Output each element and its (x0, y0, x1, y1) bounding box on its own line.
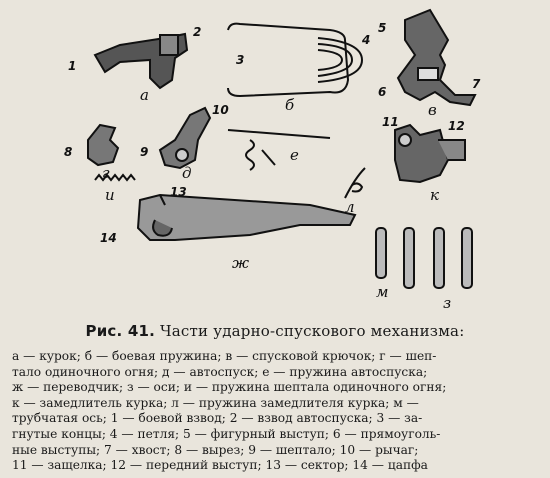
legend-line: ж — переводчик; з — оси; и — пружина шептала одиночного огня; (12, 380, 447, 395)
label-l: л (345, 198, 355, 216)
legend-line: гнутые концы; 4 — петля; 5 — фигурный выступ; 6 — прямоуголь- (12, 426, 441, 441)
number-4: 4 (362, 33, 371, 47)
sear-spring-drawing (95, 175, 135, 180)
number-14: 14 (100, 231, 117, 245)
trigger-drawing (398, 10, 475, 105)
selector-drawing (138, 195, 355, 240)
label-i: и (105, 186, 115, 204)
label-m: м (376, 283, 389, 301)
legend-line: ные выступы; 7 — хвост; 8 — вырез; 9 — шептало; 10 — рычаг; (12, 442, 419, 457)
legend-line: трубчатая ось; 1 — боевой взвод; 2 — взвод автоспуска; 3 — за- (12, 411, 423, 426)
label-d: д (182, 164, 192, 182)
legend-line: тало одиночного огня; д — автоспуск; е — пружина автоспуска; (12, 364, 428, 379)
number-2: 2 (193, 25, 202, 39)
label-g: г (102, 164, 110, 182)
number-8: 8 (64, 145, 73, 159)
label-a: а (140, 86, 149, 104)
number-7: 7 (472, 77, 481, 91)
label-e: е (290, 146, 299, 164)
figure-number: Рис. 41. (85, 322, 156, 340)
retarder-spring-drawing (345, 168, 365, 198)
hammer-drawing (95, 34, 187, 88)
label-zh: ж (232, 254, 250, 272)
number-10: 10 (212, 103, 229, 117)
hammer-retarder-drawing (395, 125, 465, 182)
number-3: 3 (236, 53, 245, 67)
number-1: 1 (68, 59, 77, 73)
legend-line: 11 — защелка; 12 — передний выступ; 13 — сектор; 14 — цапфа (12, 458, 428, 473)
label-v: в (428, 101, 437, 119)
label-z: з (443, 294, 452, 312)
auto-release-spring-drawing (228, 130, 330, 170)
figure-title: Части ударно-спускового механизма: (160, 322, 465, 340)
figure-legend (12, 349, 540, 474)
number-6: 6 (378, 85, 387, 99)
sear-drawing (88, 125, 118, 165)
label-k: к (430, 186, 439, 204)
number-11: 11 (382, 115, 399, 129)
number-12: 12 (448, 119, 465, 133)
mainspring-drawing (228, 24, 362, 96)
label-b: б (285, 96, 295, 114)
legend-line: а — курок; б — боевая пружина; в — спусковой крючок; г — шеп- (12, 349, 437, 363)
number-13: 13 (170, 185, 187, 199)
axles-drawing (376, 228, 472, 288)
auto-release-drawing (160, 108, 210, 168)
number-9: 9 (140, 145, 149, 159)
legend-line: к — замедлитель курка; л — пружина замедлителя курка; м — (12, 395, 419, 410)
number-5: 5 (378, 21, 387, 35)
figure-caption (0, 322, 550, 340)
